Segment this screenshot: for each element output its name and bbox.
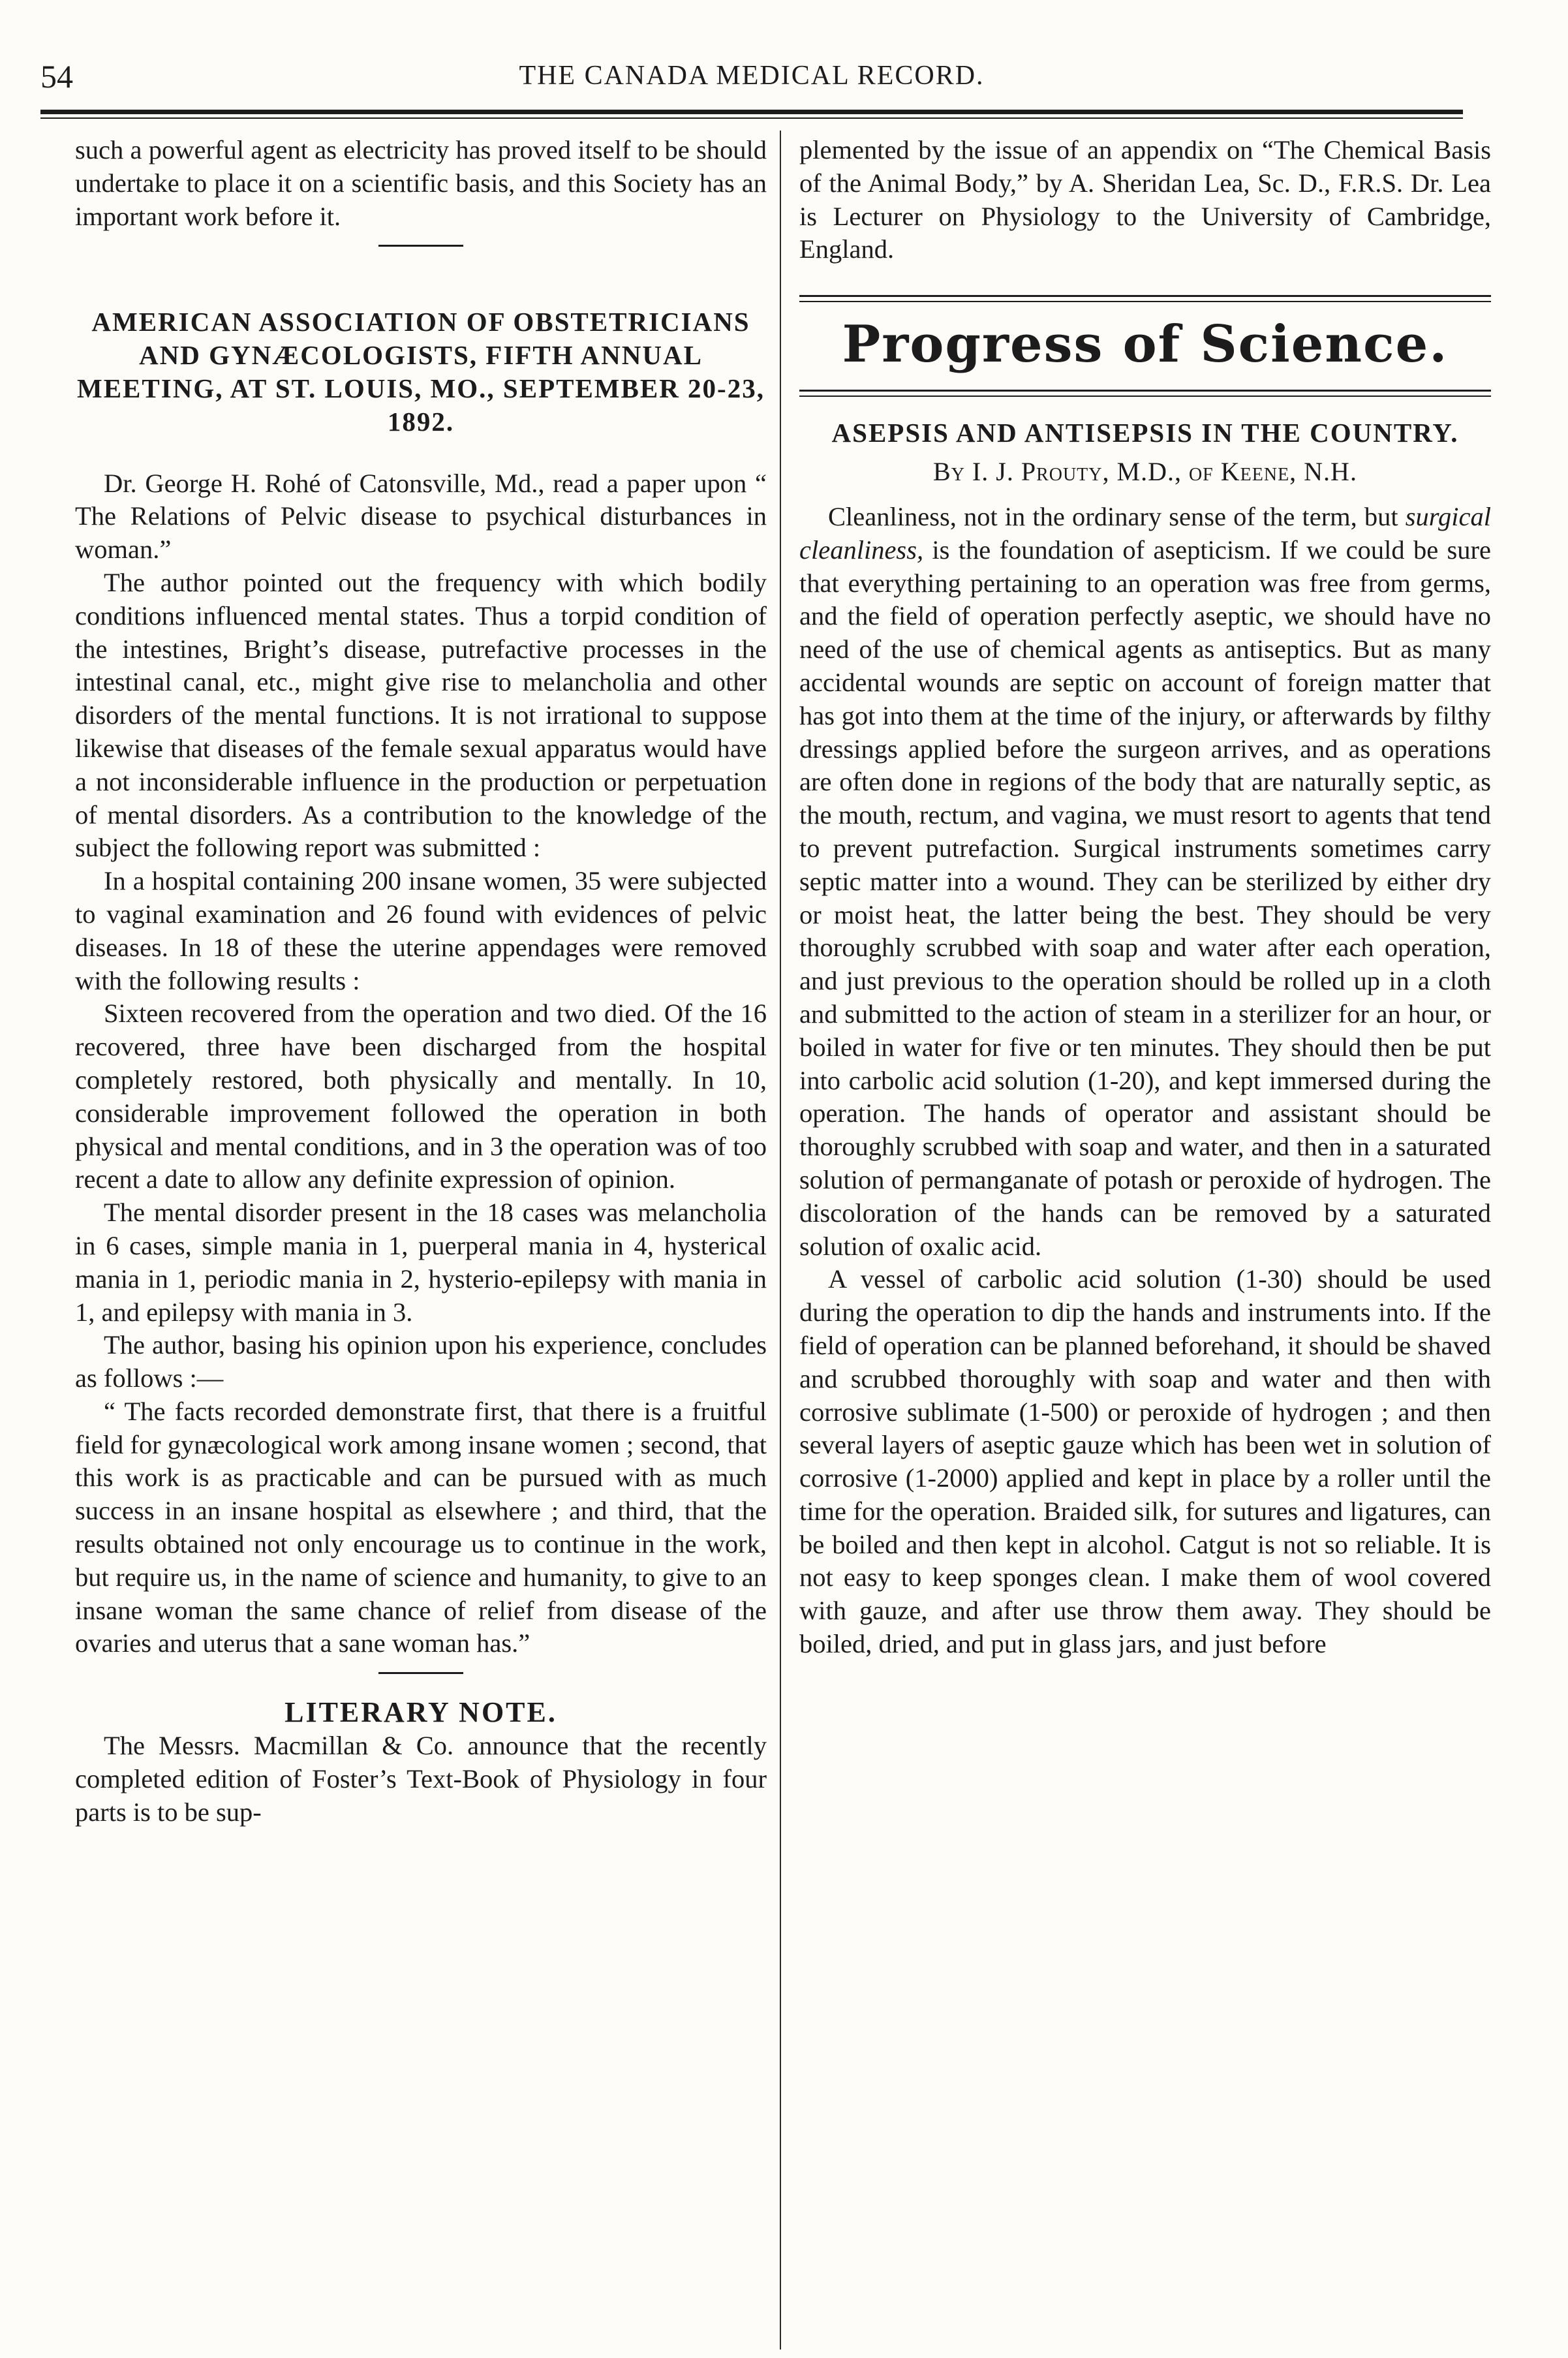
page-header [40,57,1463,110]
aaog-quote-paragraph: “ The facts recorded demonstrate first, that there is a fruitful field for gynæcological work among insane women ; second, that this work is as practicable and can be pursued with as much success in an insane hospital as elsewhere ; and third, that the results obtained not only encourage us to continue in the work, but require us, in the name of science and humanity, to give to an insane woman the same chance of relief from disease of the ovaries and uterus that a sane woman has.” [75,1396,767,1658]
aaog-paragraph: The mental disorder present in the 18 cases was melancholia in 6 cases, simple mania in 1, puerperal mania in 4, hysterical mania in 1, periodic mania in 2, hysterio-epilepsy with mania in 1, and epilepsy with mania in 3. [75,1198,767,1327]
asepsis-text: is the foundation of asepticism. If we could be sure that everything pertaining to an operation was free from germs, and the field of operation perfectly aseptic, we should have no need of the use of chemical agents as antiseptics. But as many accidental wounds are septic on account of foreign matter that has got into them at the time of the injury, or afterwards by filthy dressings applied before the surgeon arrives, and as operations are often done in regions of the body that are naturally septic, as the mouth, rectum, and vagina, we must resort to agents that tend to prevent putrefaction. Surgical instruments sometimes carry septic matter into a wound. They can be sterilized by either dry or moist heat, the latter being the best. They should be very thoroughly scrubbed with soap and water after each operation, and just previous to the operation should be rolled up in a cloth and submitted to the action of steam in a sterilizer for an hour, or boiled in water for five or ten minutes. They should then be put into carbolic acid solution (1-20), and kept immersed during the operation. The hands of operator and assistant should be thoroughly scrubbed with soap and water, and then in a saturated solution of permanganate of potash or peroxide of hydrogen. The discoloration of the hands can be removed by a saturated solution of oxalic acid. [799,535,1491,1261]
asepsis-paragraph: A vessel of carbolic acid solution (1-30) should be used during the operation to dip the hands and instruments into. If the field of operation can be planned beforehand, it should be shaved and scrubbed thoroughly with soap and water and then with corrosive sublimate (1-500) or peroxide of hydrogen ; and then several layers of aseptic gauze which has been wet in solution of corrosive (1-2000) applied and kept in place by a roller until the time for the operation. Braided silk, for sutures and ligatures, can be boiled and then kept in alcohol. Catgut is not so reliable. It is not easy to keep sponges clean. I make them of wool covered with gauze, and after use throw them away. They should be boiled, dried, and put in glass jars, and just before [799,1264,1491,1659]
page-number: 54 [40,58,73,95]
asepsis-paragraph [799,501,1491,1263]
aaog-paragraph: Sixteen recovered from the operation and two died. Of the 16 recovered, three have been discharged from the hospital completely restored, both physically and mentally. In 10, considerable improvement followed the operation in both physical and mental conditions, and in 3 the operation was of too recent a date to allow any definite expression of opinion. [75,999,767,1194]
column-divider [780,131,781,2350]
section-separator [378,1672,463,1674]
continuation-paragraph: such a powerful agent as electricity has proved itself to be should undertake to place it on a scientific basis, and this Society has an important work before it. [75,135,767,231]
literary-note-continuation: plemented by the issue of an appendix on “The Chemical Basis of the Animal Body,” by A. Sheridan Lea, Sc. D., F.R.S. Dr. Lea is Lecturer on Physiology to the University of Cambridge, England. [799,135,1491,264]
literary-note-paragraph: The Messrs. Macmillan & Co. announce that the recently completed edition of Foster’s Text-Book of Physiology in four parts is to be sup- [75,1731,767,1827]
header-rule-thin [40,117,1463,119]
asepsis-heading: ASEPSIS AND ANTISEPSIS IN THE COUNTRY. [831,418,1459,448]
aaog-paragraph: The author pointed out the frequency with which bodily conditions influenced mental states. Thus a torpid condition of the intestines, Bright’s disease, putrefactive processes in the intestinal canal, etc., might give rise to melancholia and other disorders of the mental functions. It is not irrational to suppose likewise that diseases of the female sexual apparatus would have a not inconsiderable influence in the production or perpetuation of mental disorders. As a contribution to the knowledge of the subject the following report was submitted : [75,567,767,863]
aaog-paragraph: In a hospital containing 200 insane women, 35 were subjected to vaginal examination and 26 found with evidences of pelvic diseases. In 18 of these the uterine appendages were removed with the following results : [75,866,767,995]
running-title: THE CANADA MEDICAL RECORD. [519,61,985,91]
section-separator [378,245,463,247]
literary-note-heading: LITERARY NOTE. [284,1696,557,1729]
left-column [75,134,767,2340]
aaog-heading: AMERICAN ASSOCIATION OF OBSTETRICIANS AND GYNÆCOLOGISTS, FIFTH ANNUAL MEETING, AT ST. LOUIS, MO., SEPTEMBER 20-23, 1892. [77,307,765,437]
aaog-paragraph: The author, basing his opinion upon his experience, concludes as follows :— [75,1330,767,1393]
banner-rule-top [799,295,1491,302]
header-rule-thick [40,110,1463,114]
right-column [799,134,1491,2340]
asepsis-text: Cleanliness, not in the ordinary sense of the term, but [828,501,1398,531]
banner-rule-bottom [799,390,1491,397]
progress-of-science-banner: Progress of Science. [842,315,1449,375]
article-byline: By I. J. Prouty, M.D., of Keene, N.H. [933,456,1357,486]
aaog-paragraph: Dr. George H. Rohé of Catonsville, Md., read a paper upon “ The Relations of Pelvic disease to psychical disturbances in woman.” [75,468,767,565]
asepsis-emphasis: surgical cleanliness, [799,501,1491,565]
